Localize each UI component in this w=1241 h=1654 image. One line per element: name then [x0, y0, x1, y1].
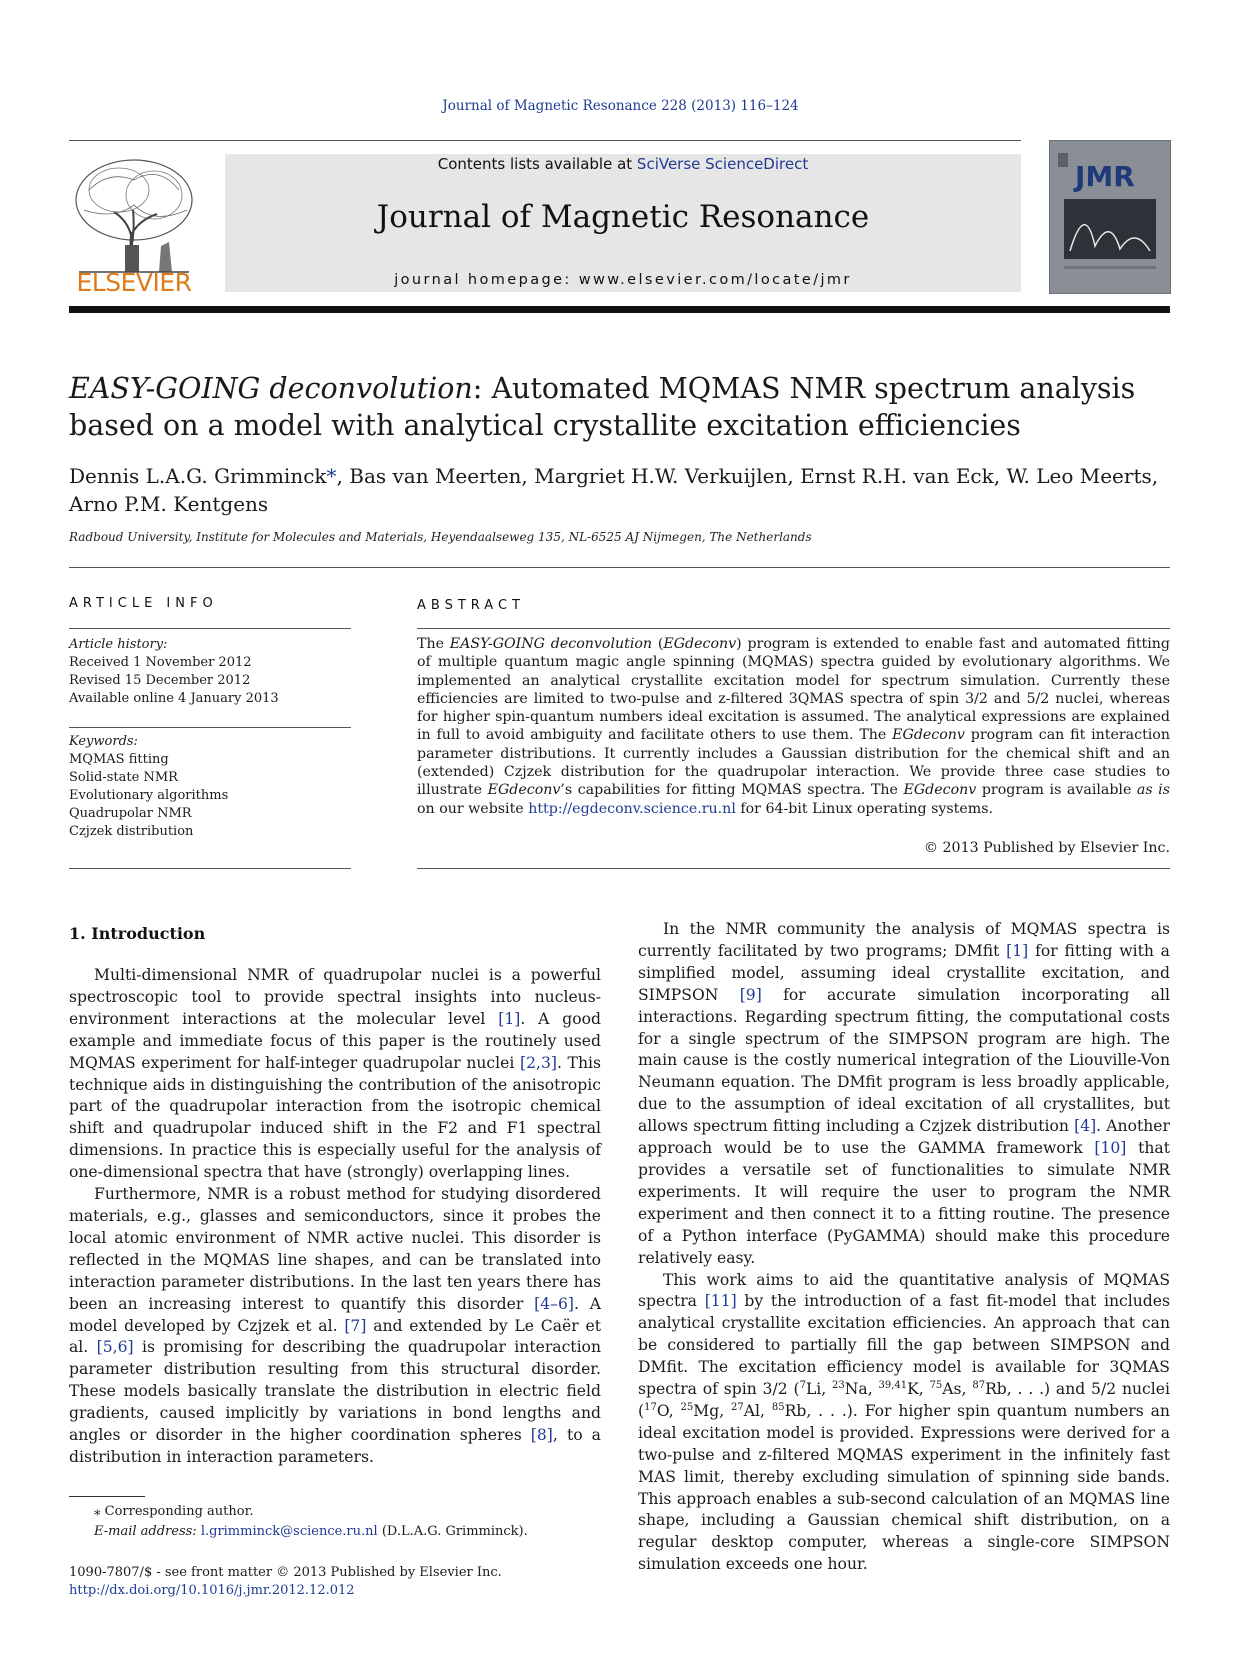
element-symbol: Li,	[805, 1380, 833, 1399]
element-symbol: Al,	[743, 1401, 772, 1420]
citation-link[interactable]: [7]	[344, 1316, 367, 1335]
abstract-heading: ABSTRACT	[417, 598, 525, 613]
keyword-item: MQMAS fitting	[69, 752, 169, 767]
abstract-span: (	[652, 636, 664, 652]
website-link[interactable]: http://egdeconv.science.ru.nl	[528, 800, 736, 817]
abstract-text	[417, 635, 1170, 818]
corresponding-author-note	[69, 1502, 609, 1522]
citation-link[interactable]: [8]	[530, 1426, 553, 1445]
journal-reference[interactable]: Journal of Magnetic Resonance 228 (2013) 116–124	[442, 98, 799, 114]
keywords-rule	[69, 727, 351, 728]
element-symbol: K,	[907, 1380, 930, 1399]
element-symbol: Na,	[844, 1380, 879, 1399]
footnote-mark: ⁎	[94, 1504, 101, 1519]
article-info-heading: ARTICLE INFO	[69, 596, 218, 611]
abstract-em: EGdeconv	[892, 727, 965, 744]
issn-line: 1090-7807/$ - see front matter © 2013 Published by Elsevier Inc.	[69, 1565, 502, 1580]
history-received: Received 1 November 2012	[69, 655, 252, 670]
text-span: This work aims to aid the quantitative analysis of MQMAS spectra	[638, 1270, 1170, 1311]
text-span: that provides a versatile set of functionalities to simulate NMR experiments. It will require the user to program the NMR experiment and then connect it to a fitting routine. The presence of a Python interface (PyGAMMA) should make this procedure relatively easy.	[638, 1139, 1170, 1267]
doi-link[interactable]: http://dx.doi.org/10.1016/j.jmr.2012.12.012	[69, 1583, 355, 1598]
citation-link[interactable]: [1]	[498, 1009, 521, 1028]
keywords	[69, 733, 228, 841]
isotope-superscript: 27	[731, 1401, 744, 1413]
element-symbol: Mg,	[693, 1401, 732, 1420]
abstract-span: for 64-bit Linux operating systems.	[735, 800, 994, 817]
contents-line	[225, 155, 1021, 173]
abstract-em: as is	[1136, 782, 1170, 799]
footnote-text: Corresponding author.	[100, 1504, 254, 1519]
email-link[interactable]: l.grimminck@science.ru.nl	[200, 1524, 378, 1539]
body-column-right	[638, 919, 1170, 1576]
element-symbol: Rb, . . .).	[784, 1401, 858, 1420]
abstract-span: The	[417, 636, 450, 652]
citation-link[interactable]: [5,6]	[96, 1338, 134, 1357]
journal-homepage[interactable]: journal homepage: www.elsevier.com/locate/jmr	[394, 272, 852, 288]
article-title	[69, 370, 1169, 444]
paragraph	[638, 919, 1170, 1270]
citation-link[interactable]: [4–6]	[534, 1294, 574, 1313]
isotope-superscript: 87	[972, 1379, 986, 1391]
footnote	[69, 1502, 609, 1542]
article-history	[69, 636, 279, 708]
abstract-copyright: © 2013 Published by Elsevier Inc.	[923, 840, 1170, 856]
abstract-rule	[417, 628, 1170, 629]
email-line	[69, 1522, 609, 1542]
isotope-superscript: 7	[799, 1379, 806, 1391]
corresponding-author-mark[interactable]: *	[326, 464, 337, 488]
abstract-span: program can fit interaction parameter distributions. It currently includes a Gaussian distribution for the chemical shift and an (extended) Czjzek distribution for the quadrupolar interaction. We provide three case studies to illustrate	[417, 727, 1170, 799]
abstract-em: EASY-GOING deconvolution	[449, 636, 653, 652]
isotope-superscript: 25	[680, 1401, 694, 1413]
body-column-left	[69, 965, 601, 1469]
paragraph	[69, 965, 601, 1184]
element-symbol: As,	[942, 1380, 973, 1399]
abstract-span: ) program is extended to enable fast and automated fitting of multiple quantum magic angle spinning (MQMAS) spectra guided by evolutionary algorithms. We implemented an analytical crystallite excitation model for spectrum simulation. Currently these efficiencies are limited to two-pulse and z-filtered 3QMAS spectra of spin 3/2 and 5/2 nuclei, whereas for higher spin-quantum numbers ideal excitation is assumed. The analytical expressions are explained in full to avoid ambiguity and facilitate others to use them. The	[417, 636, 1171, 744]
cover-title: JMR	[1075, 160, 1135, 193]
text-span: , to a distribution in interaction parameters.	[69, 1426, 601, 1466]
journal-name: Journal of Magnetic Resonance	[376, 199, 870, 235]
other-authors: , Bas van Meerten, Margriet H.W. Verkuijlen, Ernst R.H. van Eck, W. Leo Meerts, Arno P.M. Kentgens	[69, 464, 1159, 516]
text-span: Furthermore, NMR is a robust method for studying disordered materials, e.g., glasses and semiconductors, since it probes the local atomic environment of NMR active nuclei. This disorder is reflected in the MQMAS line shapes, and can be translated into interaction parameter distributions. In the last ten years there has been an increasing interest to quantify this disorder	[69, 1185, 601, 1313]
abstract-em: EGdeconv	[903, 782, 977, 799]
text-span: . A model developed by Czjzek et al.	[69, 1294, 601, 1335]
elsevier-wordmark: ELSEVIER	[76, 268, 192, 297]
text-span: . A good example and immediate focus of this paper is the routinely used MQMAS experiment for half-integer quadrupolar nuclei	[69, 1009, 601, 1072]
abstract-span: ’s capabilities for fitting MQMAS spectra. The	[560, 782, 904, 799]
abstract-span: program is available	[976, 782, 1137, 799]
element-symbol: Rb, . . .) and 5/2 nuclei (	[638, 1380, 1170, 1420]
article-info-bottom-rule	[69, 868, 351, 869]
author-list	[69, 462, 1169, 518]
first-author: Dennis L.A.G. Grimminck	[69, 464, 327, 488]
text-span: Multi-dimensional NMR of quadrupolar nuclei is a powerful spectroscopic tool to provide spectral insights into nucleus-environment interactions at the molecular level	[69, 966, 601, 1028]
citation-link[interactable]: [2,3]	[520, 1053, 557, 1072]
history-online: Available online 4 January 2013	[69, 691, 279, 706]
abstract-bottom-rule	[417, 868, 1170, 869]
abstract-span: on our website	[417, 800, 529, 817]
article-info-rule	[69, 628, 351, 629]
element-symbol: O,	[656, 1401, 681, 1420]
isotope-superscript: 17	[644, 1401, 657, 1413]
abstract-em: EGdeconv	[487, 782, 561, 799]
masthead-thick-rule	[69, 306, 1170, 313]
history-revised: Revised 15 December 2012	[69, 673, 251, 688]
abstract-em: EGdeconv	[663, 636, 737, 652]
keyword-item: Quadrupolar NMR	[69, 806, 192, 821]
isotope-superscript: 39,41	[878, 1379, 908, 1391]
citation-link[interactable]: [9]	[739, 985, 762, 1004]
title-italic: EASY-GOING deconvolution	[69, 372, 473, 405]
affiliation: Radboud University, Institute for Molecules and Materials, Heyendaalseweg 135, NL-6525 AJ Nijmegen, The Netherlands	[69, 530, 812, 544]
header-rule	[69, 140, 1021, 141]
isotope-superscript: 85	[771, 1401, 785, 1413]
citation-link[interactable]: [4]	[1074, 1117, 1097, 1136]
citation-link[interactable]: [10]	[1094, 1139, 1127, 1158]
email-suffix: (D.L.A.G. Grimminck).	[377, 1524, 528, 1539]
text-span: . Another approach would be to use the GAMMA framework	[638, 1117, 1170, 1158]
citation-link[interactable]: [11]	[704, 1292, 737, 1311]
text-span: . This technique aids in distinguishing the contribution of the anisotropic part of the quadrupolar interaction from the isotropic chemical shift and quadrupolar induced shift in the F2 and F1 spectral dimensions. In practice this is especially useful for the analysis of one-dimensional spectra that have (strongly) overlapping lines.	[69, 1053, 601, 1182]
history-label: Article history:	[69, 637, 168, 652]
contents-prefix: Contents lists available at	[437, 155, 637, 173]
paragraph	[69, 1184, 601, 1469]
text-span: For higher spin quantum numbers an ideal excitation model is provided. Expressions were derived for a two-pulse and z-filtered MQMAS experiment in the infinitely fast MAS limit, thereby excluding simulation of spinning side bands. This approach enables a sub-second calculation of an MQMAS line shape, including a Gaussian chemical shift distribution, on a regular desktop computer, whereas a single-core SIMPSON simulation exceeds one hour.	[638, 1401, 1170, 1574]
isotope-superscript: 75	[929, 1379, 943, 1391]
text-span: for accurate simulation incorporating all interactions. Regarding spectrum fitting, the computational costs for a single spectrum of the SIMPSON program are high. The main cause is the costly numerical integration of the Liouville-Von Neumann equation. The DMfit program is less broadly applicable, due to the assumption of ideal excitation of all crystallites, but allows spectrum fitting including a Czjzek distribution	[638, 985, 1170, 1136]
keywords-label: Keywords:	[69, 734, 138, 749]
text-span: is promising for describing the quadrupolar interaction parameter distribution resulting from this structural disorder. These models basically translate the distribution in electric field gradients, caused implicitly by variations in bond lengths and angles or disorder in the higher coordination spheres	[69, 1338, 601, 1445]
title-rule	[69, 567, 1170, 568]
email-label: E-mail address:	[94, 1524, 197, 1539]
isotope-superscript: 23	[832, 1379, 845, 1391]
keyword-item: Solid-state NMR	[69, 770, 178, 785]
citation-link[interactable]: [1]	[1006, 941, 1029, 960]
sciencedirect-link[interactable]: SciVerse ScienceDirect	[636, 155, 809, 173]
text-span: for fitting with a simplified model, assuming ideal crystallite excitation, and SIMPSON	[638, 941, 1170, 1004]
issn-footer	[69, 1564, 502, 1600]
text-span: by the introduction of a fast fit-model that includes analytical crystallite excitation efficiencies. An approach that can be considered to partially fill the gap between SIMPSON and DMfit. The excitation efficiency model is available for 3QMAS spectra of spin 3/2 (	[638, 1292, 1171, 1399]
text-span: In the NMR community the analysis of MQMAS spectra is currently facilitated by two programs; DMfit	[638, 920, 1170, 960]
keyword-item: Evolutionary algorithms	[69, 788, 229, 803]
title-rest: : Automated MQMAS NMR spectrum analysis based on a model with analytical crystallite excitation efficiencies	[69, 372, 1136, 442]
paragraph	[638, 1270, 1170, 1577]
section-heading-introduction: 1. Introduction	[69, 924, 206, 943]
footnote-rule	[69, 1496, 145, 1497]
keyword-item: Czjzek distribution	[69, 824, 194, 839]
text-span: and extended by Le Caër et al.	[69, 1316, 601, 1357]
